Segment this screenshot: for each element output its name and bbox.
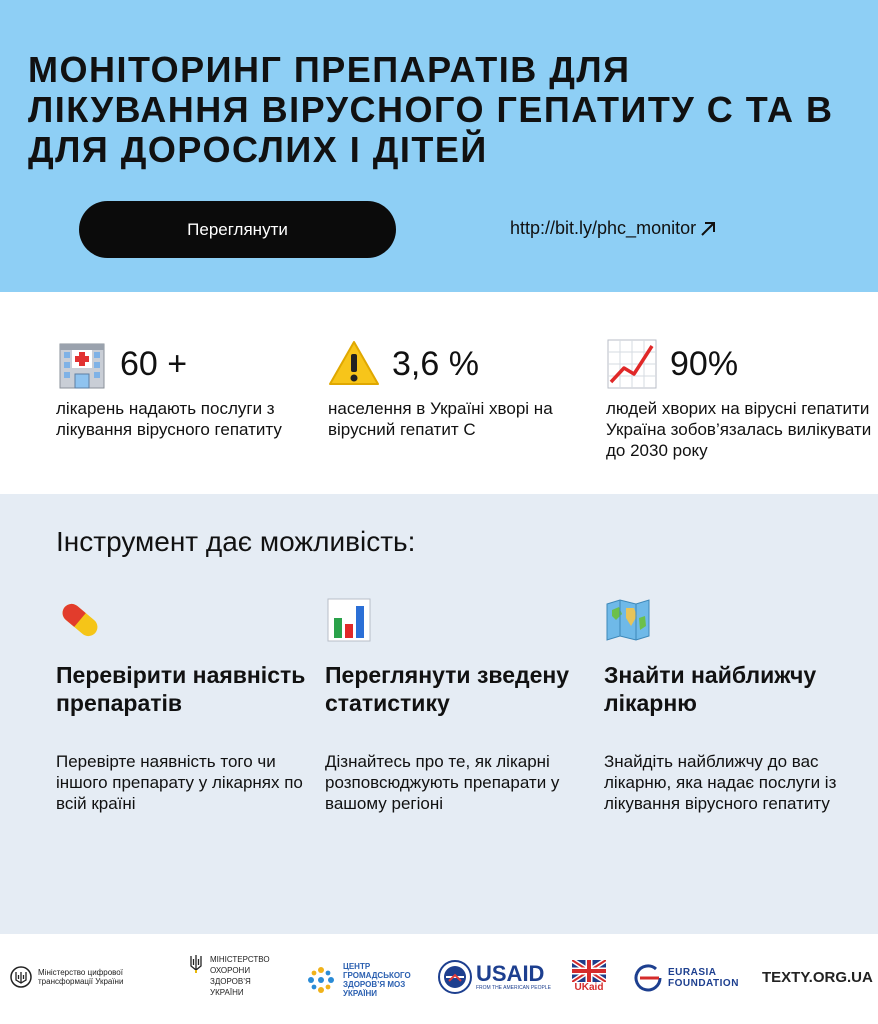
tool-description: Знайдіть найближчу до вас лікарню, яка надає послуги із лікування вірусного гепатиту — [604, 752, 837, 813]
hospital-icon — [56, 338, 108, 390]
logo-eurasia — [632, 962, 739, 994]
union-jack-icon — [572, 960, 606, 982]
stat-description: лікарень надають послуги з лікування вірусного гепатиту — [56, 399, 282, 439]
world-map-icon — [604, 596, 652, 644]
bar-chart-icon — [325, 596, 373, 644]
chart-increasing-icon — [606, 338, 658, 390]
hero-banner — [0, 0, 878, 292]
phc-emblem-icon — [305, 964, 337, 996]
logo-usaid — [438, 960, 551, 994]
tool-title: Переглянути зведену статистику — [325, 662, 570, 716]
usaid-seal-icon — [438, 960, 472, 994]
logo-ukaid — [572, 960, 606, 993]
tool-find-hospital — [604, 596, 864, 814]
title-line: ЛІКУВАННЯ ВІРУСНОГО ГЕПАТИТУ С ТА В — [28, 89, 834, 130]
title-line: МОНІТОРИНГ ПРЕПАРАТІВ ДЛЯ — [28, 49, 631, 90]
monitor-link[interactable] — [510, 218, 718, 239]
partners-footer — [0, 934, 878, 1024]
page-title — [28, 50, 858, 170]
stat-value: 60 + — [120, 344, 188, 383]
title-line: ДЛЯ ДОРОСЛИХ І ДІТЕЙ — [28, 129, 488, 170]
tool-title: Знайти найближчу лікарню — [604, 662, 817, 716]
phc-text: ЦЕНТР ГРОМАДСЬКОГО ЗДОРОВ’Я МОЗ УКРАЇНИ — [343, 962, 411, 998]
stat-description: населення в Україні хворі на вірусний гепатит С — [328, 399, 553, 439]
monitor-link-text: http://bit.ly/phc_monitor — [510, 218, 697, 238]
tool-title: Перевірити наявність препаратів — [56, 662, 306, 716]
logo-moz — [190, 954, 270, 998]
stat-description: людей хворих на вірусні гепатити Україна зобов’язалась вилікувати до 2030 року — [606, 399, 872, 460]
mintsyfra-text: Міністерство цифрової трансформації України — [38, 968, 124, 986]
usaid-text: USAID — [476, 961, 545, 986]
tool-statistics — [325, 596, 585, 814]
logo-texty: TEXTY.ORG.UA — [762, 969, 873, 986]
logo-mintsyfra — [10, 966, 156, 988]
eurasia-text-1: EURASIA — [668, 967, 717, 978]
stat-hospitals — [56, 336, 326, 440]
logo-phc — [305, 962, 423, 998]
trident-icon — [190, 954, 202, 974]
usaid-subtext: FROM THE AMERICAN PEOPLE — [476, 985, 551, 991]
warning-icon — [328, 338, 380, 390]
trident-icon — [10, 966, 32, 988]
stat-value: 3,6 % — [392, 344, 479, 383]
eurasia-e-icon — [632, 962, 664, 994]
stat-goal — [606, 336, 876, 461]
tools-heading: Інструмент дає можливість: — [56, 526, 416, 557]
view-button[interactable]: Переглянути — [79, 201, 396, 258]
eurasia-text-2: FOUNDATION — [668, 978, 739, 989]
ukaid-text: UKaid — [574, 982, 604, 993]
moz-text: МІНІСТЕРСТВО ОХОРОНИ ЗДОРОВ’Я УКРАЇНИ — [210, 955, 270, 997]
pill-icon — [56, 596, 104, 644]
stat-population — [328, 336, 598, 440]
stat-value: 90% — [670, 344, 739, 383]
tools-section — [0, 494, 878, 934]
tool-description: Перевірте наявність того чи іншого препарату у лікарнях по всій країні — [56, 752, 303, 813]
tool-check-availability — [56, 596, 316, 814]
stats-section — [0, 292, 878, 494]
tool-description: Дізнайтесь про те, як лікарні розповсюджують препарати у вашому регіоні — [325, 752, 560, 813]
arrow-up-right-icon — [698, 219, 718, 239]
